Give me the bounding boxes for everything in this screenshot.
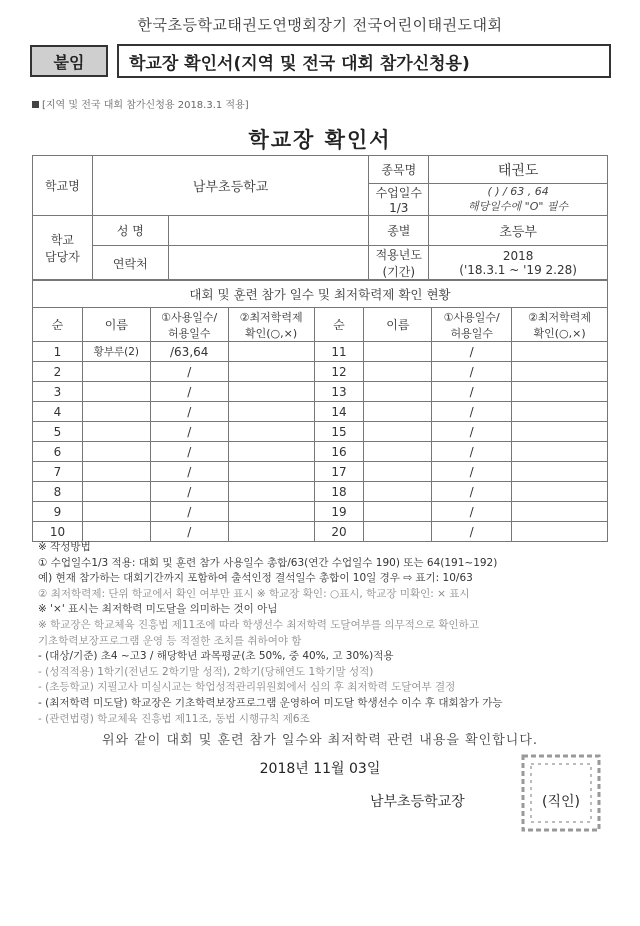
row-no: 2 [33,362,83,382]
days-label-cell [369,184,429,216]
method-line-5: ※ 학교장은 학교체육 진흥법 제11조에 따라 학생선수 최저학력 도달여부를 의무적으로 확인하고 [38,618,479,631]
row-name [82,462,150,482]
method-line-1: ① 수업일수1/3 적용: 대회 및 훈련 참가 사용일수 총합/63(연간 수업일수 190) 또는 64(191~192) [38,556,498,569]
row-no: 6 [33,442,83,462]
contact-value [168,246,369,281]
row-name [364,362,432,382]
row-no: 10 [33,522,83,542]
row-days: / [432,402,512,422]
col-days [150,308,228,342]
row-days: / [150,382,228,402]
col-days-r [432,308,512,342]
col-days-2: 허용일수 [167,326,211,340]
row-no: 16 [314,442,364,462]
row-check [228,522,314,542]
method-line-3: ② 최저학력제: 단위 학교에서 확인 여부만 표시 ※ 학교장 확인: ○표시, 학교장 미확인: × 표시 [38,587,470,600]
row-days: / [150,522,228,542]
row-no: 11 [314,342,364,362]
row-days: / [150,482,228,502]
info-table [32,155,608,281]
year-cell [429,246,608,281]
row-no: 4 [33,402,83,422]
status-row [33,442,608,462]
writing-method [38,540,618,727]
seal-label: (직인) [542,794,580,810]
method-line-8: - (성적적용) 1학기(전년도 2학기말 성적), 2학기(당해연도 1학기말 성적) [38,665,374,678]
row-days: / [432,462,512,482]
row-check [228,442,314,462]
row-check [512,522,608,542]
year-label-cell [369,246,429,281]
col-name-2: 이름 [364,308,432,342]
row-no: 18 [314,482,364,502]
banner-title: 학교장 확인서(지역 및 전국 대회 참가신청용) [117,44,611,78]
period-label: (기간) [382,265,416,279]
event-label: 종목명 [369,156,429,184]
principal-signature: 남부초등학교장 [370,794,465,810]
status-row [33,462,608,482]
row-no: 19 [314,502,364,522]
method-line-7: - (대상/기준) 초4 ~고3 / 해당학년 과목평균(초 50%, 중 40%, 고 30%)적용 [38,650,394,663]
row-name [82,442,150,462]
row-name [364,342,432,362]
status-row [33,522,608,542]
row-days: / [432,422,512,442]
row-no: 9 [33,502,83,522]
row-check [228,422,314,442]
method-line-2: 예) 현재 참가하는 대회기간까지 포함하여 출석인정 결석일수 총합이 10일 경우 ⇨ 표기: 10/63 [38,572,473,585]
col-check-1: ②최저학력제 [239,310,303,324]
row-name [364,462,432,482]
row-days: / [432,482,512,502]
row-check [512,482,608,502]
row-name [364,522,432,542]
row-check [512,462,608,482]
row-name [82,382,150,402]
row-check [512,342,608,362]
days-value: ( ) / 63 , 64 [487,185,549,198]
row-days: / [432,522,512,542]
row-check [228,462,314,482]
closing-statement: 위와 같이 대회 및 훈련 참가 일수와 최저학력 관련 내용을 확인합니다. [101,733,539,748]
col-days-1-r: ①사용일수/ [443,310,500,324]
manager-label-1: 학교 [50,233,75,247]
row-days: / [432,362,512,382]
row-check [512,362,608,382]
period-value: ('18.3.1 ~ '19 2.28) [459,263,577,277]
row-days: / [150,422,228,442]
status-row [33,402,608,422]
organization-header: 한국초등학교태권도연맹회장기 전국어린이태권도대회 [137,16,503,34]
row-no: 1 [33,342,83,362]
note-text: [지역 및 전국 대회 참가신청용 2018.3.1 적용] [42,100,249,111]
contact-label: 연락처 [92,246,168,281]
col-days-2-r: 허용일수 [450,326,493,340]
row-no: 12 [314,362,364,382]
col-days-1: ①사용일수/ [161,310,218,324]
col-no: 순 [33,308,83,342]
name-label: 성 명 [92,216,168,246]
status-row [33,382,608,402]
method-line-6: 기초학력보장프로그램 운영 등 적절한 조치를 취하여야 함 [38,634,302,647]
row-name [364,442,432,462]
attachment-badge: 붙임 [30,45,108,77]
row-name [364,402,432,422]
status-row [33,362,608,382]
col-check [228,308,314,342]
status-row [33,482,608,502]
row-check [512,382,608,402]
school-label: 학교명 [33,156,93,216]
row-no: 17 [314,462,364,482]
issue-date: 2018년 11월 03일 [259,761,381,777]
row-days: / [432,442,512,462]
method-line-4: ※ '×' 표시는 최저학력 미도달을 의미하는 것이 아님 [38,603,278,616]
row-check [512,402,608,422]
row-no: 5 [33,422,83,442]
row-check [512,502,608,522]
row-name [82,502,150,522]
method-line-9: - (초등학교) 지필고사 미실시교는 학업성적관리위원회에서 심의 후 최저학력 도달여부 결정 [38,681,456,694]
col-check-2: 확인(○,×) [245,326,298,340]
row-name [82,522,150,542]
col-check-2-r: 확인(○,×) [533,326,586,340]
row-check [228,382,314,402]
manager-label [33,216,93,281]
col-name: 이름 [82,308,150,342]
row-name [82,402,150,422]
row-name [364,422,432,442]
row-name [364,482,432,502]
category-value: 초등부 [429,216,608,246]
row-check [228,482,314,502]
row-no: 3 [33,382,83,402]
col-check-r [512,308,608,342]
row-no: 20 [314,522,364,542]
row-no: 13 [314,382,364,402]
application-note [32,96,249,111]
row-name: 황부루(2) [82,342,150,362]
row-days: / [150,502,228,522]
status-row [33,422,608,442]
event-value: 태권도 [429,156,608,184]
days-ratio: 1/3 [389,201,409,215]
days-label: 수업일수 [375,186,422,200]
row-days: / [432,382,512,402]
row-days: / [150,442,228,462]
square-bullet-icon [32,101,39,108]
method-line-10: - (최저학력 미도달) 학교장은 기초학력보장프로그램 운영하여 미도달 학생선수 이수 후 대회참가 가능 [38,696,503,709]
days-note: 해당일수에 "O" 필수 [468,200,569,213]
row-name [82,482,150,502]
row-no: 7 [33,462,83,482]
row-check [228,402,314,422]
row-days: / [432,502,512,522]
col-no-2: 순 [314,308,364,342]
row-check [228,362,314,382]
method-line-11: - (관련법령) 학교체육 진흥법 제11조, 동법 시행규칙 제6조 [38,712,310,725]
col-check-1-r: ②최저학력제 [528,310,592,324]
year-value: 2018 [502,249,534,263]
row-check [512,422,608,442]
row-check [228,342,314,362]
row-check [228,502,314,522]
status-row [33,342,608,362]
category-label: 종별 [369,216,429,246]
document-title: 학교장 확인서 [248,128,392,152]
row-no: 8 [33,482,83,502]
row-days: / [432,342,512,362]
name-value [168,216,369,246]
row-days: /63,64 [150,342,228,362]
status-title: 대회 및 훈련 참가 일수 및 최저학력제 확인 현황 [33,280,608,308]
manager-label-2: 담당자 [45,250,80,264]
row-check [512,442,608,462]
row-name [364,502,432,522]
row-name [364,382,432,402]
school-name: 남부초등학교 [92,156,368,216]
row-days: / [150,462,228,482]
status-table [32,279,608,542]
row-name [82,422,150,442]
method-heading: ※ 작성방법 [38,541,91,553]
row-no: 15 [314,422,364,442]
row-name [82,362,150,382]
year-label: 적용년도 [375,248,422,262]
row-days: / [150,362,228,382]
row-no: 14 [314,402,364,422]
row-days: / [150,402,228,422]
days-cell [429,184,608,216]
status-row [33,502,608,522]
